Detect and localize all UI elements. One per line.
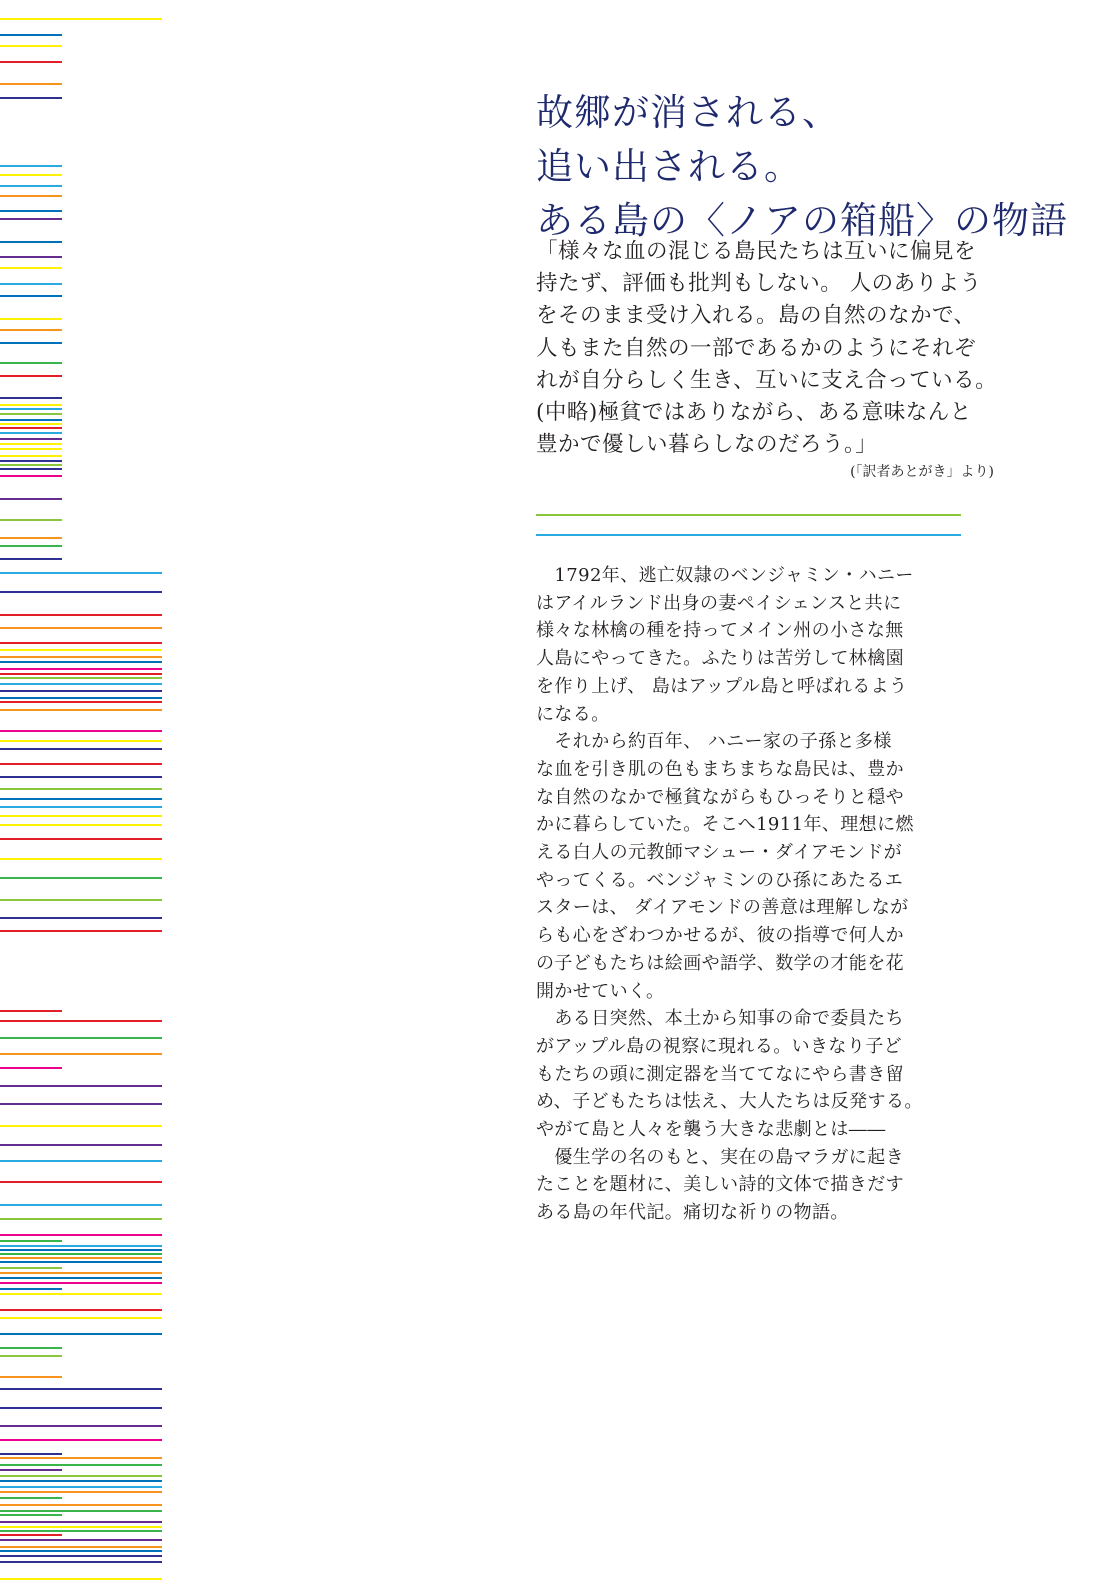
stripe-line (0, 1234, 162, 1236)
stripe-line (0, 61, 62, 63)
synopsis-line: かに暮らしていた。そこへ1911年、理想に燃 (536, 814, 914, 836)
synopsis-line: はアイルランド出身の妻ペイシェンスと共に (536, 592, 902, 614)
stripe-line (0, 1053, 162, 1055)
stripe-line (0, 1561, 162, 1563)
synopsis (536, 562, 976, 1227)
stripe-line (0, 498, 62, 500)
stripe-line (0, 1376, 62, 1378)
quote-attribution: (「訳者あとがき」より) (850, 464, 994, 480)
stripe-line (0, 899, 162, 901)
stripe-line (0, 83, 62, 85)
synopsis-line: それから約百年、 ハニー家の子孫と多様 (536, 731, 892, 753)
stripe-line (0, 329, 62, 331)
stripe-line (0, 1204, 162, 1206)
stripe-line (0, 1578, 162, 1580)
stripe-line (0, 649, 162, 651)
stripe-line (0, 419, 62, 421)
stripe-line (0, 1555, 162, 1557)
stripe-line (0, 404, 62, 406)
synopsis-line: になる。 (536, 703, 610, 725)
stripe-line (0, 1347, 62, 1349)
synopsis-line: ある日突然、本土から知事の命で委員たち (536, 1008, 904, 1030)
stripe-line (0, 591, 162, 593)
stripe-line (0, 455, 62, 457)
synopsis-line: 人島にやってきた。ふたりは苦労して林檎園 (536, 648, 904, 670)
decorative-stripes (0, 0, 170, 1588)
stripe-line (0, 195, 62, 197)
stripe-line (0, 537, 62, 539)
quote-line: (中略)極貧ではありながら、ある意味なんと (536, 400, 972, 426)
stripe-line (0, 1253, 162, 1255)
stripe-line (0, 1218, 162, 1220)
stripe-line (0, 788, 162, 790)
stripe-line (0, 318, 62, 320)
stripe-line (0, 432, 62, 434)
stripe-line (0, 241, 62, 243)
quote-line: 「様々な血の混じる島民たちは互いに偏見を (536, 239, 977, 264)
synopsis-line: 様々な林檎の種を持ってメイン州の小さな無 (536, 620, 904, 642)
stripe-line (0, 427, 62, 429)
quote-line: 人もまた自然の一部であるかのようにそれぞ (536, 335, 977, 361)
stripe-line (0, 1425, 162, 1427)
stripe-line (0, 1486, 162, 1488)
stripe-line (0, 1261, 162, 1263)
stripe-line (0, 1085, 162, 1087)
synopsis-line: 1792年、逃亡奴隷のベンジャミン・ハニー (536, 565, 914, 586)
headline-line-3: ある島の〈ノアの箱船〉の物語 (536, 199, 1068, 242)
stripe-line (0, 408, 62, 410)
book-headline (536, 86, 1068, 248)
stripe-line (0, 1526, 162, 1528)
stripe-line (0, 683, 162, 685)
quote-line: 持たず、評価も批判もしない。 人のありよう (536, 271, 982, 297)
stripe-line (0, 165, 62, 167)
stripe-line (0, 1293, 162, 1295)
stripe-line (0, 1457, 162, 1459)
stripe-line (0, 776, 162, 778)
stripe-line (0, 464, 62, 466)
stripe-line (0, 397, 62, 399)
stripe-line (0, 815, 162, 817)
stripe-line (0, 642, 162, 644)
stripe-line (0, 798, 162, 800)
stripe-line (0, 1103, 162, 1105)
stripe-line (0, 656, 162, 658)
stripe-line (0, 1464, 162, 1466)
stripe-line (0, 1407, 162, 1409)
stripe-line (0, 668, 162, 670)
stripe-line (0, 1475, 162, 1477)
stripe-line (0, 697, 162, 699)
stripe-line (0, 627, 162, 629)
stripe-line (0, 930, 162, 932)
headline-line-1: 故郷が消される、 (536, 91, 840, 134)
synopsis-line: やってくる。ベンジャミンのひ孫にあたるエ (536, 869, 904, 891)
stripe-line (0, 1020, 162, 1022)
stripe-line (0, 740, 162, 742)
stripe-line (0, 1534, 62, 1536)
stripe-line (0, 877, 162, 879)
stripe-line (0, 438, 62, 440)
stripe-line (0, 423, 62, 425)
divider-green (536, 514, 961, 516)
stripe-line (0, 218, 62, 220)
stripe-line (0, 614, 162, 616)
stripe-line (0, 34, 62, 36)
stripe-line (0, 475, 62, 477)
stripe-line (0, 763, 162, 765)
stripe-line (0, 1469, 62, 1471)
quote-line: れが自分らしく生き、互いに支え合っている。 (536, 367, 998, 393)
stripe-line (0, 677, 162, 679)
synopsis-line: め、子どもたちは怯え、大人たちは反発する。 (536, 1091, 923, 1113)
stripe-line (0, 661, 162, 663)
synopsis-line: ある島の年代記。痛切な祈りの物語。 (536, 1202, 849, 1224)
stripe-line (0, 1240, 62, 1242)
stripe-line (0, 1282, 162, 1284)
stripe-line (0, 413, 62, 415)
stripe-line (0, 1453, 62, 1455)
stripe-line (0, 519, 62, 521)
synopsis-line: たことを題材に、美しい詩的文体で描きだす (536, 1174, 904, 1196)
translator-quote (536, 236, 1016, 461)
stripe-line (0, 838, 162, 840)
stripe-line (0, 1249, 162, 1251)
stripe-line (0, 1550, 162, 1552)
stripe-line (0, 18, 162, 20)
headline-line-2: 追い出される。 (536, 145, 802, 188)
stripe-line (0, 1355, 62, 1357)
stripe-line (0, 917, 162, 919)
synopsis-line: える白人の元教師マシュー・ダイアモンドが (536, 842, 903, 864)
stripe-line (0, 256, 62, 258)
stripe-line (0, 174, 62, 176)
synopsis-line: な血を引き肌の色もまちまちな島民は、豊か (536, 758, 904, 780)
stripe-line (0, 1521, 162, 1523)
stripe-line (0, 1144, 162, 1146)
quote-line: 豊かで優しい暮らしなのだろう。」 (536, 432, 878, 458)
stripe-line (0, 1530, 162, 1532)
stripe-line (0, 1257, 162, 1259)
stripe-line (0, 362, 62, 364)
synopsis-line: な自然のなかで極貧ながらもひっそりと穏や (536, 786, 904, 808)
stripe-line (0, 545, 62, 547)
synopsis-line: やがて島と人々を襲う大きな悲劇とは―― (536, 1119, 886, 1141)
synopsis-line: らも心をざわつかせるが、彼の指導で何人か (536, 925, 904, 947)
stripe-line (0, 572, 162, 574)
synopsis-line: 優生学の名のもと、実在の島マラガに起き (536, 1146, 904, 1168)
stripe-line (0, 1245, 162, 1247)
stripe-line (0, 730, 162, 732)
stripe-line (0, 748, 162, 750)
stripe-line (0, 45, 62, 47)
stripe-line (0, 1491, 162, 1493)
stripe-line (0, 1010, 62, 1012)
stripe-line (0, 468, 62, 470)
stripe-line (0, 448, 62, 450)
stripe-line (0, 1388, 162, 1390)
stripe-line (0, 1439, 162, 1441)
synopsis-line: 開かせていく。 (536, 980, 665, 1002)
stripe-line (0, 1510, 162, 1512)
synopsis-line: がアップル島の視察に現れる。いきなり子ど (536, 1035, 903, 1057)
stripe-line (0, 558, 62, 560)
stripe-line (0, 460, 62, 462)
quote-line: をそのまま受け入れる。島の自然のなかで、 (536, 303, 976, 329)
stripe-line (0, 267, 62, 269)
stripe-line (0, 858, 162, 860)
stripe-line (0, 1514, 62, 1516)
stripe-line (0, 1504, 162, 1506)
stripe-line (0, 1160, 162, 1162)
stripe-line (0, 1288, 62, 1290)
stripe-line (0, 806, 162, 808)
stripe-line (0, 1546, 162, 1548)
stripe-line (0, 1267, 62, 1269)
stripe-line (0, 1480, 162, 1482)
stripe-line (0, 342, 62, 344)
stripe-line (0, 673, 162, 675)
stripe-line (0, 1037, 162, 1039)
synopsis-line: もたちの頭に測定器を当ててなにやら書き留 (536, 1063, 904, 1085)
stripe-line (0, 375, 62, 377)
synopsis-line: スターは、 ダイアモンドの善意は理解しなが (536, 897, 909, 919)
stripe-line (0, 1539, 162, 1541)
synopsis-line: を作り上げ、 島はアップル島と呼ばれるよう (536, 675, 908, 697)
stripe-line (0, 1333, 162, 1335)
stripe-line (0, 690, 162, 692)
stripe-line (0, 1309, 162, 1311)
stripe-line (0, 283, 62, 285)
stripe-line (0, 824, 162, 826)
stripe-line (0, 295, 62, 297)
stripe-line (0, 1181, 162, 1183)
stripe-line (0, 701, 162, 703)
stripe-line (0, 185, 62, 187)
stripe-line (0, 1125, 162, 1127)
stripe-line (0, 1067, 62, 1069)
stripe-line (0, 709, 162, 711)
synopsis-line: の子どもたちは絵画や語学、数学の才能を花 (536, 952, 904, 974)
stripe-line (0, 97, 62, 99)
divider-blue (536, 534, 961, 536)
stripe-line (0, 443, 62, 445)
stripe-line (0, 1497, 62, 1499)
stripe-line (0, 1277, 162, 1279)
stripe-line (0, 1317, 162, 1319)
stripe-line (0, 1272, 162, 1274)
stripe-line (0, 210, 62, 212)
